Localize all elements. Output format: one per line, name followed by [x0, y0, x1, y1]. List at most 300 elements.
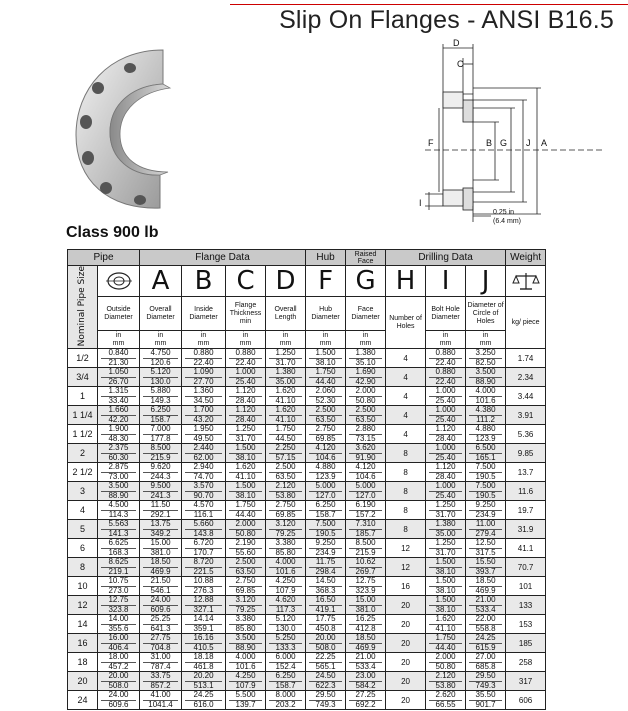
cell-weight: 317 — [506, 672, 546, 691]
cell-od: 8.625 219.1 — [98, 558, 140, 577]
cell-j: 22.00 558.8 — [466, 615, 506, 634]
cell-weight: 19.7 — [506, 501, 546, 520]
cell-f: 2.500 63.50 — [306, 406, 346, 425]
cell-d: 2.750 69.85 — [266, 501, 306, 520]
cell-g: 7.310 185.7 — [346, 520, 386, 539]
cell-i: 2.620 66.55 — [426, 691, 466, 710]
cell-d: 4.250 107.9 — [266, 577, 306, 596]
cell-a: 31.00 787.4 — [140, 653, 182, 672]
table-row — [68, 653, 586, 672]
cell-weight: 2.34 — [506, 368, 546, 387]
cell-c: 4.000 101.6 — [226, 653, 266, 672]
nps-cell: 4 — [68, 501, 98, 520]
cell-h: 4 — [386, 349, 426, 368]
table-row — [68, 615, 586, 634]
cell-c: 3.500 88.90 — [226, 634, 266, 653]
cell-j: 35.50 901.7 — [466, 691, 506, 710]
cell-d: 2.120 53.80 — [266, 482, 306, 501]
cell-j: 4.880 123.9 — [466, 425, 506, 444]
cell-a: 6.250 158.7 — [140, 406, 182, 425]
table-row — [68, 520, 586, 539]
cell-h: 4 — [386, 368, 426, 387]
cell-od: 1.050 26.70 — [98, 368, 140, 387]
nps-cell: 6 — [68, 539, 98, 558]
nps-cell: 24 — [68, 691, 98, 710]
cell-a: 9.500 241.3 — [140, 482, 182, 501]
unit-cell: in mm — [98, 331, 140, 349]
nps-cell: 10 — [68, 577, 98, 596]
dim-label-g: G — [500, 138, 508, 148]
cell-j: 4.380 111.2 — [466, 406, 506, 425]
cell-b: 1.360 34.50 — [182, 387, 226, 406]
cell-g: 8.500 215.9 — [346, 539, 386, 558]
cell-c: 1.120 28.40 — [226, 387, 266, 406]
cell-c: 2.190 55.60 — [226, 539, 266, 558]
nps-cell: 14 — [68, 615, 98, 634]
cell-g: 6.190 157.2 — [346, 501, 386, 520]
table-row — [68, 463, 586, 482]
nps-header: Nominal Pipe Size — [68, 266, 98, 349]
cell-d: 3.120 79.25 — [266, 520, 306, 539]
cell-h: 12 — [386, 539, 426, 558]
cell-c: 1.620 41.10 — [226, 463, 266, 482]
cell-h: 8 — [386, 482, 426, 501]
pressure-class-label: Class 900 lb — [66, 224, 159, 241]
cell-g: 10.62 269.7 — [346, 558, 386, 577]
cell-i: 1.120 28.40 — [426, 425, 466, 444]
cell-od: 2.875 73.00 — [98, 463, 140, 482]
section-raised-face: Raised Face — [346, 250, 386, 266]
cell-i: 1.500 38.10 — [426, 577, 466, 596]
header-rule — [230, 4, 628, 5]
cell-i: 1.000 25.40 — [426, 406, 466, 425]
cell-a: 21.50 546.1 — [140, 577, 182, 596]
table-row — [68, 349, 586, 368]
cell-g: 2.000 50.80 — [346, 387, 386, 406]
cell-h: 20 — [386, 634, 426, 653]
cell-f: 20.00 508.0 — [306, 634, 346, 653]
cell-weight: 1.74 — [506, 349, 546, 368]
unit-cell: in mm — [140, 331, 182, 349]
cell-a: 5.120 130.0 — [140, 368, 182, 387]
thickness-note-mm: (6.4 mm) — [493, 218, 521, 225]
table-row — [68, 368, 586, 387]
cell-weight: 11.6 — [506, 482, 546, 501]
nps-cell: 1 — [68, 387, 98, 406]
nps-cell: 1 1/4 — [68, 406, 98, 425]
cell-h: 20 — [386, 596, 426, 615]
cell-b: 3.570 90.70 — [182, 482, 226, 501]
section-hub: Hub — [306, 250, 346, 266]
cell-i: 2.000 50.80 — [426, 653, 466, 672]
cell-f: 4.120 104.6 — [306, 444, 346, 463]
nps-cell: 5 — [68, 520, 98, 539]
cell-od: 1.660 42.20 — [98, 406, 140, 425]
cell-b: 20.20 513.1 — [182, 672, 226, 691]
desc-d: Overall Length — [266, 297, 306, 331]
table-row — [68, 444, 586, 463]
cell-g: 15.00 381.0 — [346, 596, 386, 615]
cell-a: 27.75 704.8 — [140, 634, 182, 653]
cell-c: 3.380 85.80 — [226, 615, 266, 634]
desc-b: Inside Diameter — [182, 297, 226, 331]
cell-h: 4 — [386, 425, 426, 444]
cell-a: 41.00 1041.4 — [140, 691, 182, 710]
cell-f: 7.500 190.5 — [306, 520, 346, 539]
cell-d: 6.000 152.4 — [266, 653, 306, 672]
cell-f: 1.500 38.10 — [306, 349, 346, 368]
cell-a: 24.00 609.6 — [140, 596, 182, 615]
table-row — [68, 558, 586, 577]
cell-f: 5.000 127.0 — [306, 482, 346, 501]
cell-g: 21.00 533.4 — [346, 653, 386, 672]
dim-label-f: F — [428, 138, 434, 148]
cell-f: 17.75 450.8 — [306, 615, 346, 634]
cell-c: 2.000 50.80 — [226, 520, 266, 539]
thickness-note-in: 0.25 in — [493, 209, 515, 216]
cell-j: 18.50 469.9 — [466, 577, 506, 596]
cell-j: 6.500 165.1 — [466, 444, 506, 463]
cell-weight: 13.7 — [506, 463, 546, 482]
cell-f: 9.250 234.9 — [306, 539, 346, 558]
cell-weight: 101 — [506, 577, 546, 596]
cell-i: 1.120 28.40 — [426, 463, 466, 482]
nps-cell: 3 — [68, 482, 98, 501]
cell-h: 8 — [386, 444, 426, 463]
desc-c: Flange Thickness min — [226, 297, 266, 331]
desc-f: Hub Diameter — [306, 297, 346, 331]
cell-b: 16.16 410.5 — [182, 634, 226, 653]
cell-f: 6.250 158.7 — [306, 501, 346, 520]
desc-j: Diameter of Circle of Holes — [466, 297, 506, 331]
cell-f: 4.880 123.9 — [306, 463, 346, 482]
dim-label-i: I — [419, 198, 422, 208]
cell-g: 23.00 584.2 — [346, 672, 386, 691]
flange-section-diagram — [405, 34, 620, 234]
cell-od: 20.00 508.0 — [98, 672, 140, 691]
dim-label-c: C — [457, 59, 464, 69]
cell-j: 11.00 279.4 — [466, 520, 506, 539]
cell-a: 8.500 215.9 — [140, 444, 182, 463]
table-row — [68, 387, 586, 406]
section-drilling: Drilling Data — [386, 250, 506, 266]
scale-icon — [506, 266, 546, 297]
cell-d: 6.250 158.7 — [266, 672, 306, 691]
cell-c: 1.000 25.40 — [226, 368, 266, 387]
desc-weight: kg/ piece — [506, 297, 546, 349]
cell-od: 16.00 406.4 — [98, 634, 140, 653]
cell-b: 2.440 62.00 — [182, 444, 226, 463]
dim-label-j: J — [526, 138, 531, 148]
table-row — [68, 406, 586, 425]
cell-g: 12.75 323.9 — [346, 577, 386, 596]
cell-h: 16 — [386, 577, 426, 596]
cell-c: 0.880 22.40 — [226, 349, 266, 368]
cell-od: 18.00 457.2 — [98, 653, 140, 672]
cell-i: 2.120 53.80 — [426, 672, 466, 691]
cell-weight: 606 — [506, 691, 546, 710]
cell-d: 5.120 130.0 — [266, 615, 306, 634]
flange-illustration — [68, 40, 178, 215]
letter-f: F — [306, 266, 346, 297]
cell-weight: 31.9 — [506, 520, 546, 539]
dim-label-a: A — [541, 138, 548, 148]
cell-h: 8 — [386, 463, 426, 482]
cell-c: 1.250 31.70 — [226, 425, 266, 444]
cell-h: 20 — [386, 653, 426, 672]
cell-f: 14.50 368.3 — [306, 577, 346, 596]
nps-cell: 1 1/2 — [68, 425, 98, 444]
nps-cell: 16 — [68, 634, 98, 653]
unit-cell: in mm — [426, 331, 466, 349]
desc-i: Bolt Hole Diameter — [426, 297, 466, 331]
section-weight: Weight — [506, 250, 546, 266]
cell-f: 22.25 565.1 — [306, 653, 346, 672]
cell-d: 1.620 41.10 — [266, 387, 306, 406]
nps-cell: 2 1/2 — [68, 463, 98, 482]
cell-b: 1.700 43.20 — [182, 406, 226, 425]
cell-b: 2.940 74.70 — [182, 463, 226, 482]
cell-i: 0.880 22.40 — [426, 368, 466, 387]
table-row — [68, 577, 586, 596]
cell-b: 1.090 27.70 — [182, 368, 226, 387]
cell-f: 2.750 69.85 — [306, 425, 346, 444]
nps-cell: 18 — [68, 653, 98, 672]
nps-cell: 3/4 — [68, 368, 98, 387]
cell-weight: 41.1 — [506, 539, 546, 558]
cell-h: 20 — [386, 672, 426, 691]
cell-a: 13.75 349.2 — [140, 520, 182, 539]
desc-g: Face Diameter — [346, 297, 386, 331]
cell-b: 0.880 22.40 — [182, 349, 226, 368]
cell-g: 2.500 63.50 — [346, 406, 386, 425]
cell-j: 9.250 234.9 — [466, 501, 506, 520]
table-row — [68, 501, 586, 520]
cell-f: 16.50 419.1 — [306, 596, 346, 615]
unit-cell: in mm — [346, 331, 386, 349]
cell-a: 4.750 120.6 — [140, 349, 182, 368]
cell-j: 15.50 393.7 — [466, 558, 506, 577]
cell-a: 7.000 177.8 — [140, 425, 182, 444]
letter-c: C — [226, 266, 266, 297]
cell-a: 9.620 244.3 — [140, 463, 182, 482]
cell-i: 0.880 22.40 — [426, 349, 466, 368]
cell-i: 1.000 25.40 — [426, 482, 466, 501]
cell-weight: 258 — [506, 653, 546, 672]
cell-b: 6.720 170.7 — [182, 539, 226, 558]
cell-od: 24.00 609.6 — [98, 691, 140, 710]
nps-cell: 8 — [68, 558, 98, 577]
cell-j: 29.50 749.3 — [466, 672, 506, 691]
cell-f: 11.75 298.4 — [306, 558, 346, 577]
cell-weight: 153 — [506, 615, 546, 634]
cell-g: 1.690 42.90 — [346, 368, 386, 387]
cell-j: 3.250 82.50 — [466, 349, 506, 368]
cell-g: 27.25 692.2 — [346, 691, 386, 710]
table-body — [68, 349, 586, 710]
cell-od: 12.75 323.8 — [98, 596, 140, 615]
cell-od: 14.00 355.6 — [98, 615, 140, 634]
cell-h: 20 — [386, 615, 426, 634]
cell-a: 15.00 381.0 — [140, 539, 182, 558]
cell-g: 2.880 73.15 — [346, 425, 386, 444]
cell-b: 10.88 276.3 — [182, 577, 226, 596]
cell-od: 6.625 168.3 — [98, 539, 140, 558]
letter-b: B — [182, 266, 226, 297]
cell-d: 3.380 85.80 — [266, 539, 306, 558]
cell-i: 1.750 44.40 — [426, 634, 466, 653]
cell-b: 1.950 49.50 — [182, 425, 226, 444]
page-header — [0, 4, 628, 34]
cell-c: 5.500 139.7 — [226, 691, 266, 710]
table-row — [68, 482, 586, 501]
cell-od: 5.563 141.3 — [98, 520, 140, 539]
cell-h: 4 — [386, 387, 426, 406]
cell-i: 1.250 31.70 — [426, 539, 466, 558]
cell-c: 2.750 69.85 — [226, 577, 266, 596]
unit-cell: in mm — [182, 331, 226, 349]
table-row — [68, 634, 586, 653]
cell-od: 10.75 273.0 — [98, 577, 140, 596]
cell-f: 29.50 749.3 — [306, 691, 346, 710]
nps-cell: 1/2 — [68, 349, 98, 368]
unit-cell: in mm — [266, 331, 306, 349]
cell-d: 2.500 63.50 — [266, 463, 306, 482]
cell-j: 27.00 685.8 — [466, 653, 506, 672]
cell-i: 1.380 35.00 — [426, 520, 466, 539]
cell-a: 5.880 149.3 — [140, 387, 182, 406]
cell-g: 4.120 104.6 — [346, 463, 386, 482]
unit-cell: in mm — [226, 331, 266, 349]
cell-b: 5.660 143.8 — [182, 520, 226, 539]
page-title: Slip On Flanges - ANSI B16.5 — [279, 6, 614, 34]
cell-d: 1.750 44.50 — [266, 425, 306, 444]
pipe-icon — [98, 266, 140, 297]
cell-od: 1.315 33.40 — [98, 387, 140, 406]
table-row — [68, 691, 586, 710]
cell-h: 8 — [386, 501, 426, 520]
cell-d: 2.250 57.15 — [266, 444, 306, 463]
cell-g: 3.620 91.90 — [346, 444, 386, 463]
cell-i: 1.000 25.40 — [426, 387, 466, 406]
cell-d: 1.620 41.10 — [266, 406, 306, 425]
cell-j: 21.00 533.4 — [466, 596, 506, 615]
cell-j: 3.500 88.90 — [466, 368, 506, 387]
table-row — [68, 539, 586, 558]
cell-d: 4.620 117.3 — [266, 596, 306, 615]
desc-outside-diameter: Outside Diameter — [98, 297, 140, 331]
letter-h: H — [386, 266, 426, 297]
cell-weight: 185 — [506, 634, 546, 653]
letter-j: J — [466, 266, 506, 297]
cell-c: 1.500 38.10 — [226, 444, 266, 463]
cell-b: 18.18 461.8 — [182, 653, 226, 672]
unit-cell: in mm — [466, 331, 506, 349]
dim-label-d: D — [453, 38, 460, 48]
table-row — [68, 425, 586, 444]
cell-b: 8.720 221.5 — [182, 558, 226, 577]
cell-c: 1.500 38.10 — [226, 482, 266, 501]
cell-od: 4.500 114.3 — [98, 501, 140, 520]
cell-c: 3.120 79.25 — [226, 596, 266, 615]
cell-j: 12.50 317.5 — [466, 539, 506, 558]
cell-weight: 9.85 — [506, 444, 546, 463]
cell-b: 24.25 616.0 — [182, 691, 226, 710]
cell-od: 1.900 48.30 — [98, 425, 140, 444]
cell-c: 4.250 107.9 — [226, 672, 266, 691]
cell-b: 12.88 327.1 — [182, 596, 226, 615]
table-row — [68, 596, 586, 615]
cell-j: 7.500 190.5 — [466, 482, 506, 501]
cell-od: 3.500 88.90 — [98, 482, 140, 501]
cell-c: 1.750 44.40 — [226, 501, 266, 520]
cell-h: 4 — [386, 406, 426, 425]
cell-h: 20 — [386, 691, 426, 710]
letter-i: I — [426, 266, 466, 297]
cell-od: 2.375 60.30 — [98, 444, 140, 463]
section-flange: Flange Data — [140, 250, 306, 266]
cell-b: 14.14 359.1 — [182, 615, 226, 634]
cell-weight: 70.7 — [506, 558, 546, 577]
nps-cell: 20 — [68, 672, 98, 691]
cell-h: 12 — [386, 558, 426, 577]
desc-h: Number of Holes — [386, 297, 426, 349]
cell-i: 1.500 38.10 — [426, 596, 466, 615]
cell-b: 4.570 116.1 — [182, 501, 226, 520]
nps-cell: 12 — [68, 596, 98, 615]
section-pipe: Pipe — [68, 250, 140, 266]
cell-i: 1.250 31.70 — [426, 501, 466, 520]
cell-d: 5.250 133.3 — [266, 634, 306, 653]
cell-weight: 133 — [506, 596, 546, 615]
dimensions-table — [67, 249, 585, 710]
cell-a: 33.75 857.2 — [140, 672, 182, 691]
table-row — [68, 672, 586, 691]
unit-cell: in mm — [306, 331, 346, 349]
cell-f: 1.750 44.40 — [306, 368, 346, 387]
cell-g: 5.000 127.0 — [346, 482, 386, 501]
cell-c: 1.120 28.40 — [226, 406, 266, 425]
cell-od: 0.840 21.30 — [98, 349, 140, 368]
cell-g: 18.50 469.9 — [346, 634, 386, 653]
letter-a: A — [140, 266, 182, 297]
dim-label-b: B — [486, 138, 493, 148]
letter-g: G — [346, 266, 386, 297]
cell-g: 16.25 412.8 — [346, 615, 386, 634]
letter-d: D — [266, 266, 306, 297]
cell-f: 2.060 52.30 — [306, 387, 346, 406]
cell-a: 18.50 469.9 — [140, 558, 182, 577]
cell-g: 1.380 35.10 — [346, 349, 386, 368]
cell-j: 4.000 101.6 — [466, 387, 506, 406]
cell-h: 8 — [386, 520, 426, 539]
cell-j: 24.25 615.9 — [466, 634, 506, 653]
cell-a: 11.50 292.1 — [140, 501, 182, 520]
cell-f: 24.50 622.3 — [306, 672, 346, 691]
cell-j: 7.500 190.5 — [466, 463, 506, 482]
cell-d: 1.380 35.00 — [266, 368, 306, 387]
cell-a: 25.25 641.3 — [140, 615, 182, 634]
cell-weight: 3.44 — [506, 387, 546, 406]
cell-weight: 5.36 — [506, 425, 546, 444]
cell-d: 4.000 101.6 — [266, 558, 306, 577]
cell-i: 1.620 41.10 — [426, 615, 466, 634]
cell-c: 2.500 63.50 — [226, 558, 266, 577]
nps-cell: 2 — [68, 444, 98, 463]
cell-d: 1.250 31.70 — [266, 349, 306, 368]
cell-i: 1.000 25.40 — [426, 444, 466, 463]
cell-i: 1.500 38.10 — [426, 558, 466, 577]
